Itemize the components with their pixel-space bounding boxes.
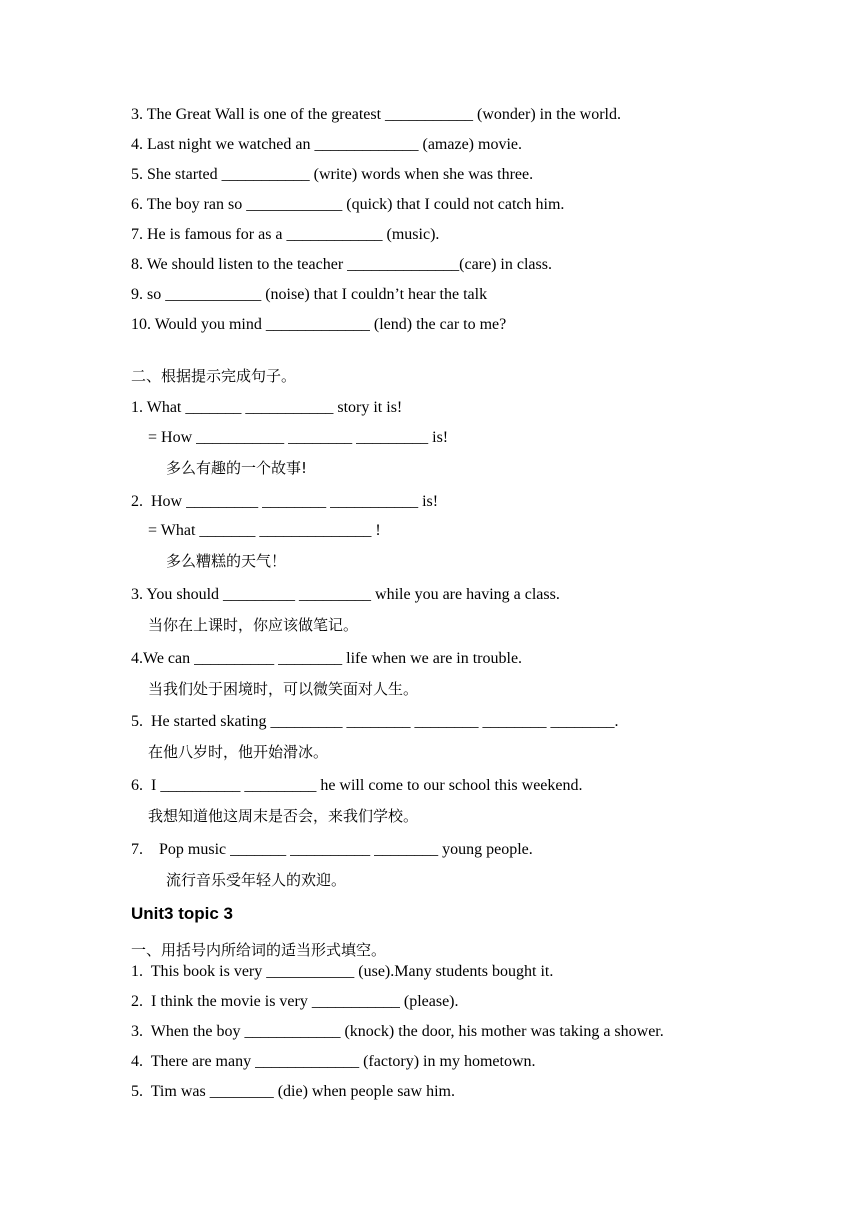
- sentence-question: 2. How _________ ________ ___________ is!: [131, 493, 439, 510]
- sentence-question: 1. What _______ ___________ story it is!: [131, 399, 403, 416]
- exercise-item: 3. The Great Wall is one of the greatest ___________ (wonder) in the world.: [131, 106, 621, 123]
- chinese-hint: 多么有趣的一个故事!: [166, 459, 308, 477]
- exercise-item: 10. Would you mind _____________ (lend) the car to me?: [131, 316, 507, 333]
- sentence-question: 6. I __________ _________ he will come to our school this weekend.: [131, 777, 583, 794]
- sentence-question: 3. You should _________ _________ while you are having a class.: [131, 586, 560, 603]
- unit-title: Unit3 topic 3: [131, 904, 234, 923]
- exercise-item: 1. This book is very ___________ (use).Many students bought it.: [131, 963, 554, 980]
- sentence-question: 5. He started skating _________ ________ ________ ________ ________.: [131, 713, 619, 730]
- exercise-item: 5. She started ___________ (write) words when she was three.: [131, 166, 534, 183]
- exercise-item: 4. There are many _____________ (factory) in my hometown.: [131, 1053, 536, 1070]
- chinese-hint: 流行音乐受年轻人的欢迎。: [166, 871, 347, 889]
- exercise-item: 3. When the boy ____________ (knock) the door, his mother was taking a shower.: [131, 1023, 664, 1040]
- exercise-item: 4. Last night we watched an _____________ (amaze) movie.: [131, 136, 522, 153]
- exercise-item: 7. He is famous for as a ____________ (music).: [131, 226, 440, 243]
- chinese-hint: 在他八岁时，他开始滑冰。: [148, 743, 329, 761]
- chinese-hint: 当我们处于困境时，可以微笑面对人生。: [148, 680, 419, 698]
- exercise-item: 5. Tim was ________ (die) when people saw him.: [131, 1083, 455, 1100]
- chinese-hint: 我想知道他这周末是否会，来我们学校。: [148, 807, 419, 825]
- chinese-hint: 当你在上课时，你应该做笔记。: [148, 616, 359, 634]
- exercise-item: 6. The boy ran so ____________ (quick) that I could not catch him.: [131, 196, 565, 213]
- chinese-hint: 多么糟糕的天气！: [166, 552, 287, 570]
- sentence-question: 4.We can __________ ________ life when we are in trouble.: [131, 650, 523, 667]
- section-heading: 一、用括号内所给词的适当形式填空。: [131, 941, 387, 959]
- exercise-item: 9. so ____________ (noise) that I couldn’t hear the talk: [131, 286, 488, 303]
- sentence-alternative: = What _______ ______________ !: [148, 522, 381, 539]
- sentence-question: 7. Pop music _______ __________ ________ young people.: [131, 841, 533, 858]
- exercise-item: 8. We should listen to the teacher ______________(care) in class.: [131, 256, 552, 273]
- exercise-item: 2. I think the movie is very ___________ (please).: [131, 993, 459, 1010]
- section-heading: 二、根据提示完成句子。: [131, 367, 297, 385]
- sentence-alternative: = How ___________ ________ _________ is!: [148, 429, 449, 446]
